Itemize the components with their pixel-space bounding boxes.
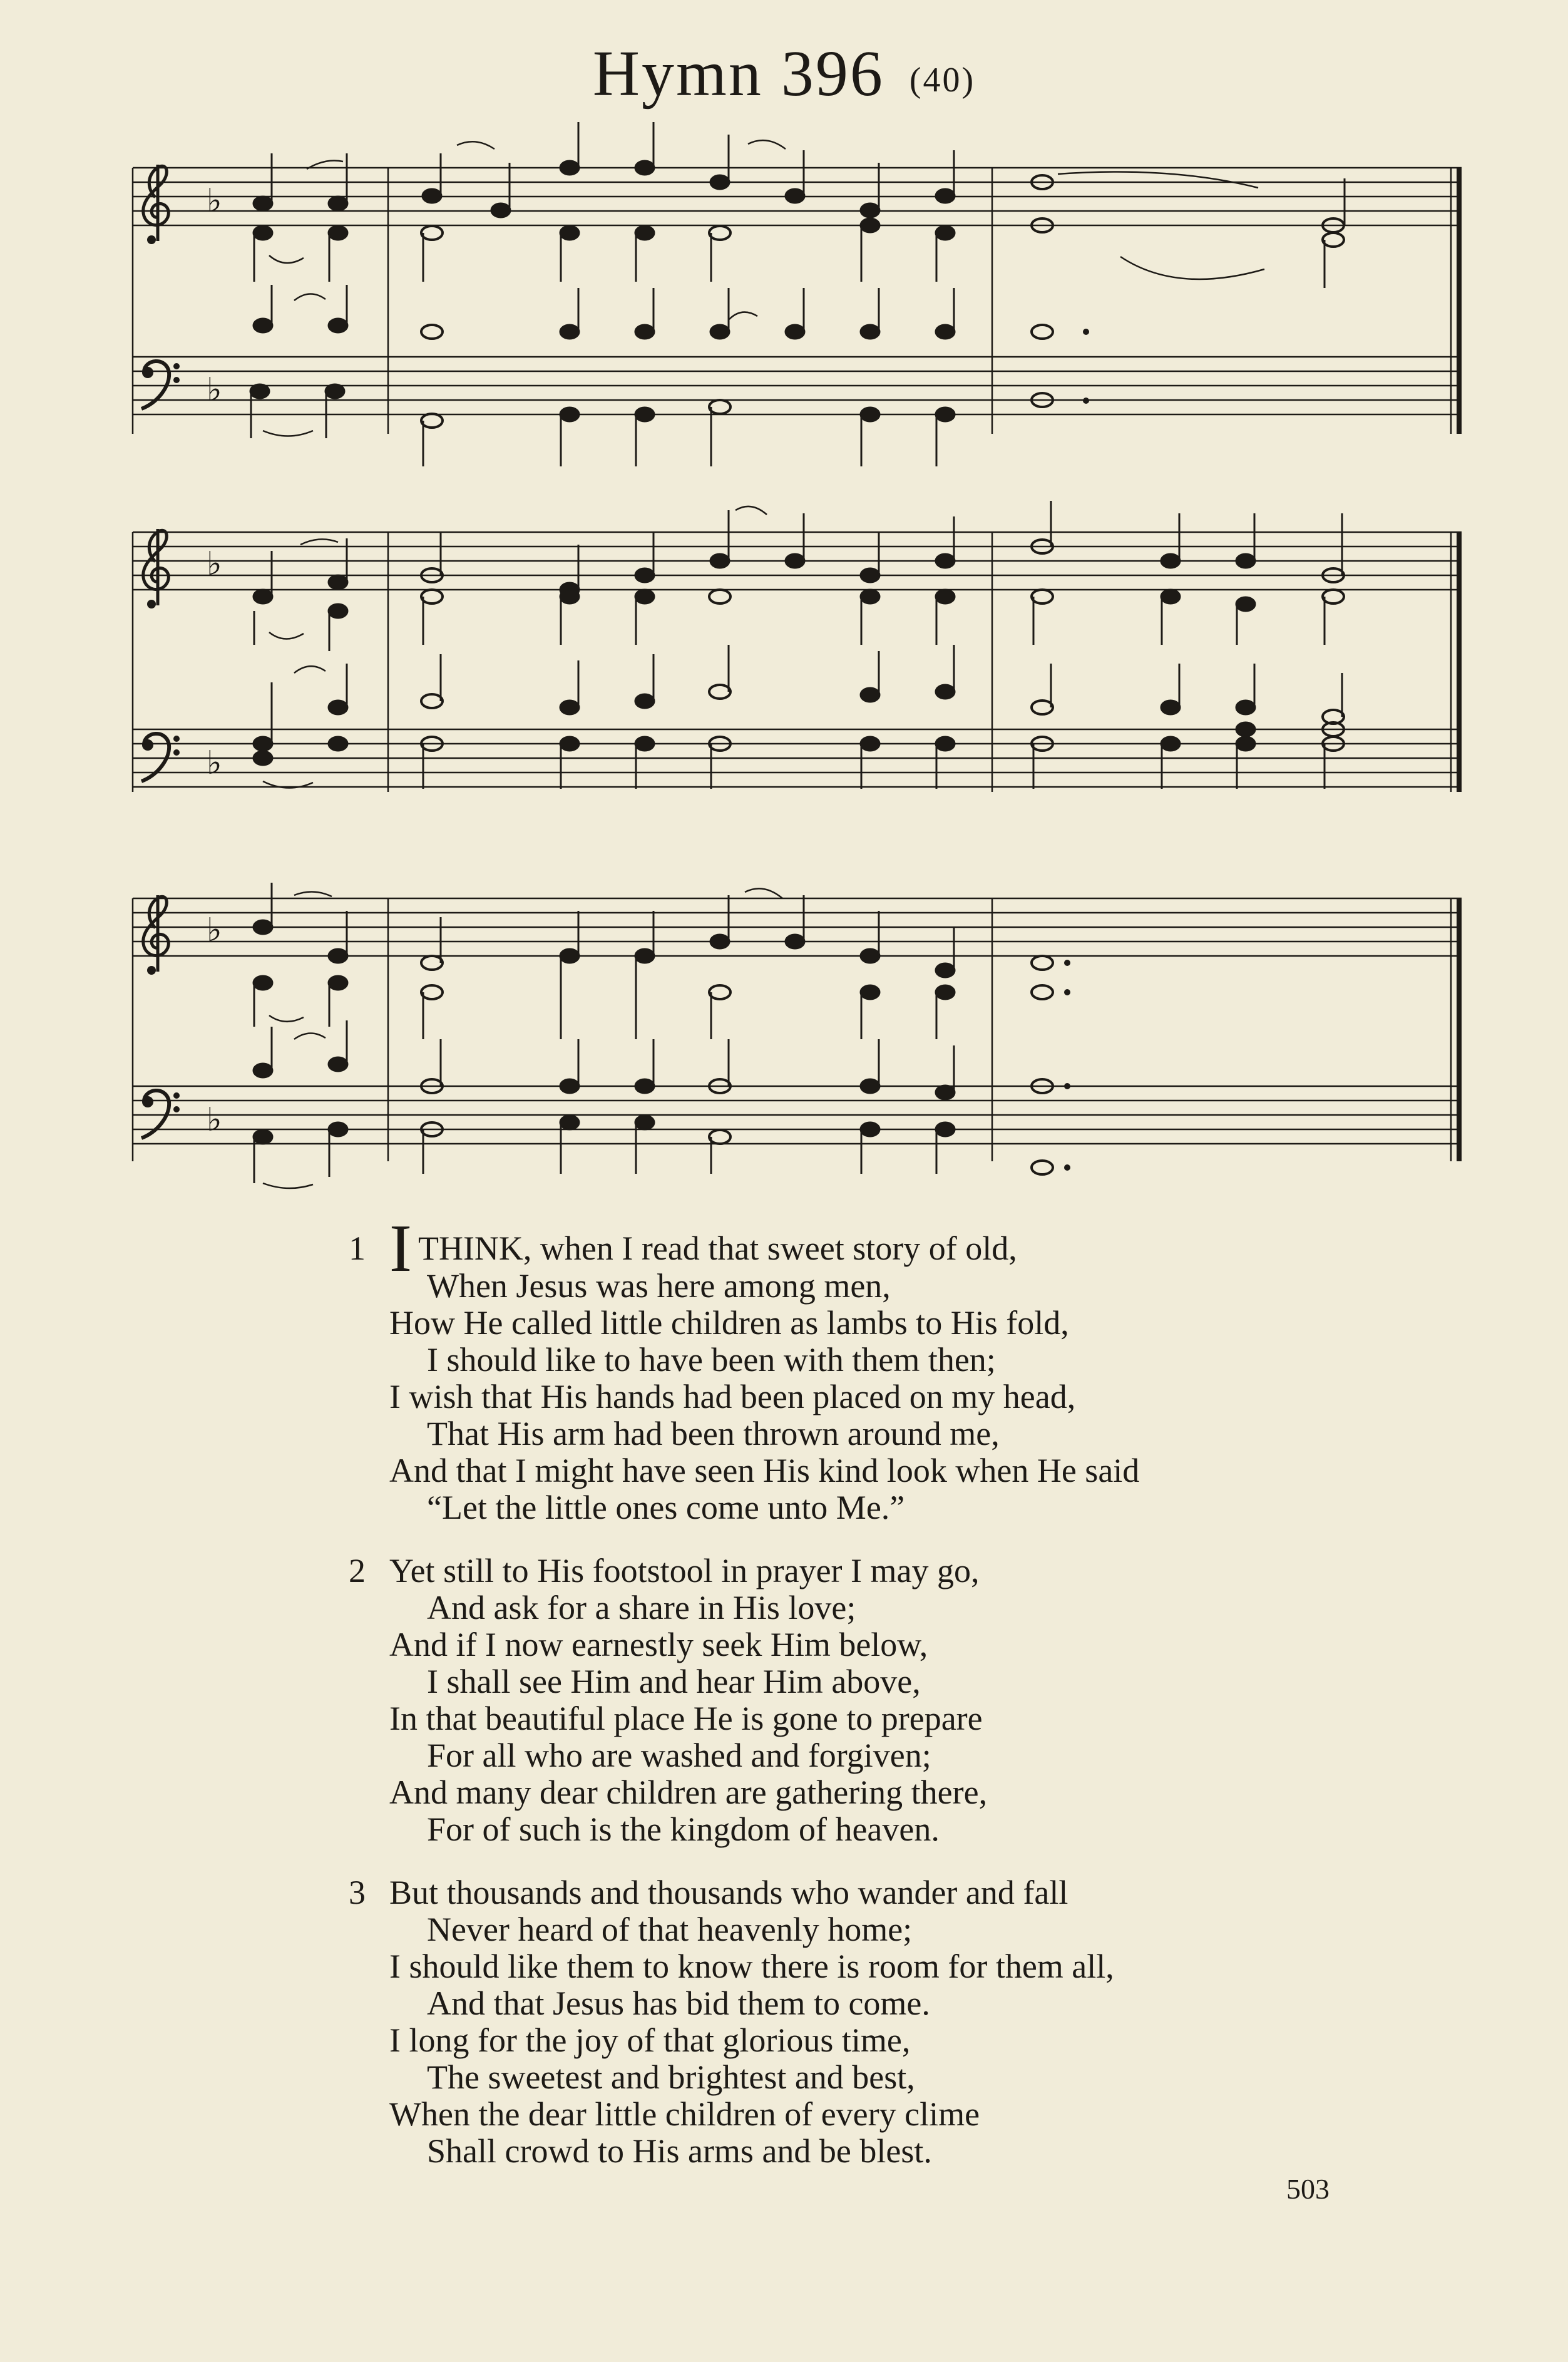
svg-text:♭: ♭ xyxy=(207,1101,222,1139)
verse-number: 1 xyxy=(349,1230,366,1267)
hymn-title-text: Hymn 396 xyxy=(592,38,884,110)
page-number: 503 xyxy=(1286,2173,1330,2205)
svg-text:♭: ♭ xyxy=(207,545,222,583)
verse-1 xyxy=(349,1211,1415,1526)
svg-text:♭: ♭ xyxy=(207,744,222,782)
verse-line: “Let the little ones come unto Me.” xyxy=(427,1489,905,1526)
verse-2 xyxy=(351,1553,1415,1848)
verse-line: In that beautiful place He is gone to prepare xyxy=(389,1700,983,1737)
verse-line: I should like them to know there is room for them all, xyxy=(389,1948,1114,1985)
verse-line: Yet still to His footstool in prayer I may go, xyxy=(389,1552,980,1589)
verse-line: I long for the joy of that glorious time, xyxy=(389,2021,911,2059)
verse-line: I should like to have been with them then; xyxy=(427,1341,996,1379)
verse-number: 3 xyxy=(349,1874,366,1911)
verse-line: When the dear little children of every clime xyxy=(389,2095,980,2133)
verse-number: 2 xyxy=(349,1552,366,1589)
verse-line: When Jesus was here among men, xyxy=(427,1267,891,1305)
verse-line: And ask for a share in His love; xyxy=(427,1589,856,1626)
svg-text:♭: ♭ xyxy=(207,182,222,220)
verse-line: For of such is the kingdom of heaven. xyxy=(427,1810,940,1848)
verse-line: I wish that His hands had been placed on my head, xyxy=(389,1378,1076,1415)
verse-line-text: THINK, when I read that sweet story of old, xyxy=(418,1230,1017,1267)
verse-line: But thousands and thousands who wander and fall xyxy=(389,1874,1068,1911)
verse-line: And that Jesus has bid them to come. xyxy=(427,1985,930,2022)
verse-line: And many dear children are gathering there, xyxy=(389,1774,988,1811)
verse-line: I shall see Him and hear Him above, xyxy=(427,1663,921,1700)
svg-text:♭: ♭ xyxy=(207,911,222,949)
verse-line: For all who are washed and forgiven; xyxy=(427,1737,931,1774)
verse-line: How He called little children as lambs to His fold, xyxy=(389,1304,1069,1342)
verse-3 xyxy=(351,1874,1415,2170)
verse-line: Never heard of that heavenly home; xyxy=(427,1911,913,1948)
verse-line: And that I might have seen His kind look when He said xyxy=(389,1452,1140,1489)
verse-line: And if I now earnestly seek Him below, xyxy=(389,1626,928,1663)
verse-line: Shall crowd to His arms and be blest. xyxy=(427,2132,932,2170)
tune-number: (40) xyxy=(909,61,976,100)
svg-text:♭: ♭ xyxy=(207,371,222,409)
verse-line: The sweetest and brightest and best, xyxy=(427,2058,915,2096)
drop-cap: I xyxy=(389,1211,412,1286)
verse-line: That His arm had been thrown around me, xyxy=(427,1415,1000,1452)
hymn-verses xyxy=(349,1211,1415,2196)
